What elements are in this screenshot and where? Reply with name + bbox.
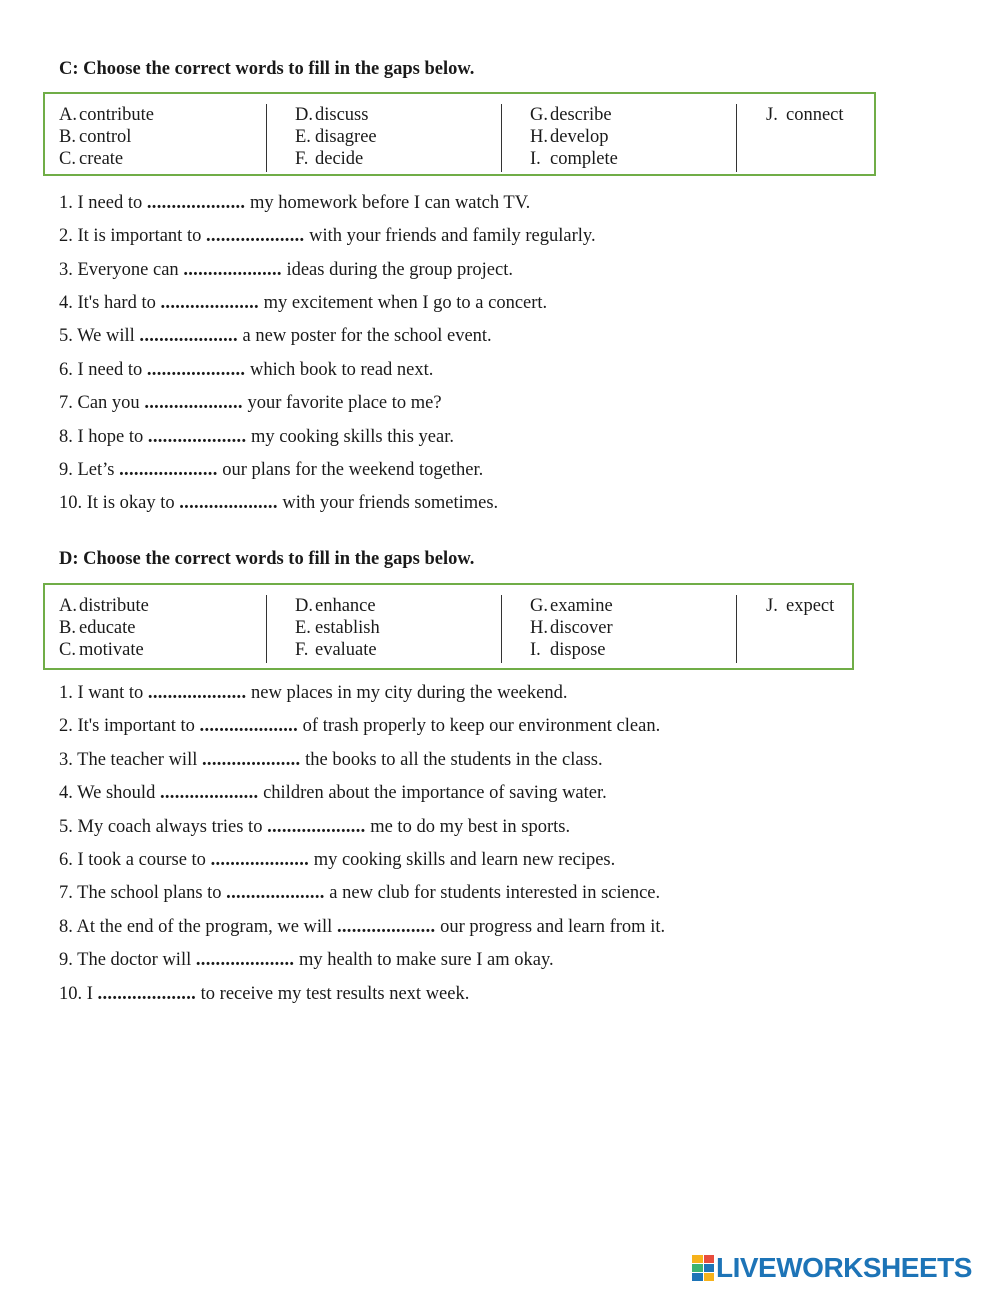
answer-gap[interactable]: ....................: [97, 984, 197, 1004]
question-d-2: 2. It's important to .................... of trash properly to keep our environment clean.: [59, 716, 661, 736]
word-option: C. motivate: [59, 640, 144, 660]
column-divider: [266, 595, 267, 663]
column-divider: [501, 104, 502, 172]
answer-gap[interactable]: ....................: [160, 293, 259, 313]
section-d-word-box: [43, 583, 854, 670]
word-option: B. educate: [59, 618, 136, 638]
word-option: A. contribute: [59, 105, 155, 125]
answer-gap[interactable]: ....................: [139, 326, 238, 346]
question-d-4: 4. We should .................... children about the importance of saving water.: [59, 783, 607, 803]
answer-gap[interactable]: ....................: [147, 683, 247, 703]
word-column-2: [295, 104, 377, 172]
section-d-title: D: Choose the correct words to fill in the gaps below.: [59, 549, 475, 569]
word-option: A. distribute: [59, 596, 149, 616]
word-option: J. expect: [766, 596, 835, 616]
question-c-10: 10. It is okay to .................... with your friends sometimes.: [59, 493, 499, 513]
word-column-4: [766, 104, 844, 172]
answer-gap[interactable]: ....................: [205, 226, 305, 246]
word-column-1: [59, 104, 154, 172]
question-c-2: 2. It is important to .................... with your friends and family regularly.: [59, 226, 596, 246]
liveworksheets-logo: [692, 1253, 972, 1283]
question-c-8: 8. I hope to .................... my cooking skills this year.: [59, 427, 454, 447]
question-c-5: 5. We will .................... a new poster for the school event.: [59, 326, 492, 346]
word-option: H. discover: [530, 618, 613, 638]
logo-icon: [692, 1255, 714, 1281]
word-option: J. connect: [766, 105, 844, 125]
answer-gap[interactable]: ....................: [201, 750, 301, 770]
question-d-1: 1. I want to .................... new places in my city during the weekend.: [59, 683, 568, 703]
word-option: D. discuss: [295, 105, 369, 125]
word-column-3: [530, 104, 618, 172]
word-option: F. evaluate: [295, 640, 377, 660]
answer-gap[interactable]: ....................: [210, 850, 310, 870]
word-option: E. disagree: [295, 127, 377, 147]
word-option: E. establish: [295, 618, 380, 638]
answer-gap[interactable]: ....................: [119, 460, 218, 480]
word-column-1: [59, 595, 149, 663]
section-c-title: C: Choose the correct words to fill in the gaps below.: [59, 59, 475, 79]
word-column-4: [766, 595, 834, 663]
word-option: I. complete: [530, 149, 618, 169]
word-column-3: [530, 595, 613, 663]
question-c-4: 4. It's hard to .................... my excitement when I go to a concert.: [59, 293, 548, 313]
word-column-2: [295, 595, 380, 663]
column-divider: [266, 104, 267, 172]
word-option: G. describe: [530, 105, 612, 125]
question-d-8: 8. At the end of the program, we will .................... our progress and learn from it.: [59, 917, 666, 937]
answer-gap[interactable]: ....................: [267, 817, 366, 837]
answer-gap[interactable]: ....................: [183, 260, 282, 280]
answer-gap[interactable]: ....................: [195, 950, 295, 970]
question-c-7: 7. Can you .................... your favorite place to me?: [59, 393, 442, 413]
column-divider: [736, 595, 737, 663]
question-c-1: 1. I need to .................... my homework before I can watch TV.: [59, 193, 531, 213]
column-divider: [736, 104, 737, 172]
section-c-word-box: [43, 92, 876, 176]
answer-gap[interactable]: ....................: [159, 783, 259, 803]
word-option: F. decide: [295, 149, 364, 169]
word-option: H. develop: [530, 127, 609, 147]
column-divider: [501, 595, 502, 663]
question-d-3: 3. The teacher will .................... the books to all the students in the class.: [59, 750, 603, 770]
word-option: C. create: [59, 149, 124, 169]
word-option: B. control: [59, 127, 132, 147]
word-option: I. dispose: [530, 640, 606, 660]
word-option: D. enhance: [295, 596, 376, 616]
logo-text: LIVEWORKSHEETS: [716, 1252, 972, 1283]
question-d-7: 7. The school plans to .................... a new club for students interested in science.: [59, 883, 661, 903]
question-c-9: 9. Let’s .................... our plans for the weekend together.: [59, 460, 484, 480]
answer-gap[interactable]: ....................: [146, 360, 246, 380]
question-d-10: 10. I .................... to receive my test results next week.: [59, 984, 470, 1004]
word-option: G. examine: [530, 596, 613, 616]
question-d-9: 9. The doctor will .................... my health to make sure I am okay.: [59, 950, 554, 970]
answer-gap[interactable]: ....................: [199, 716, 299, 736]
question-d-6: 6. I took a course to .................... my cooking skills and learn new recipes.: [59, 850, 616, 870]
question-d-5: 5. My coach always tries to .................... me to do my best in sports.: [59, 817, 571, 837]
answer-gap[interactable]: ....................: [147, 427, 247, 447]
question-c-3: 3. Everyone can .................... ideas during the group project.: [59, 260, 513, 280]
answer-gap[interactable]: ....................: [144, 393, 243, 413]
answer-gap[interactable]: ....................: [336, 917, 436, 937]
answer-gap[interactable]: ....................: [226, 883, 325, 903]
answer-gap[interactable]: ....................: [179, 493, 278, 513]
answer-gap[interactable]: ....................: [146, 193, 246, 213]
question-c-6: 6. I need to .................... which book to read next.: [59, 360, 434, 380]
